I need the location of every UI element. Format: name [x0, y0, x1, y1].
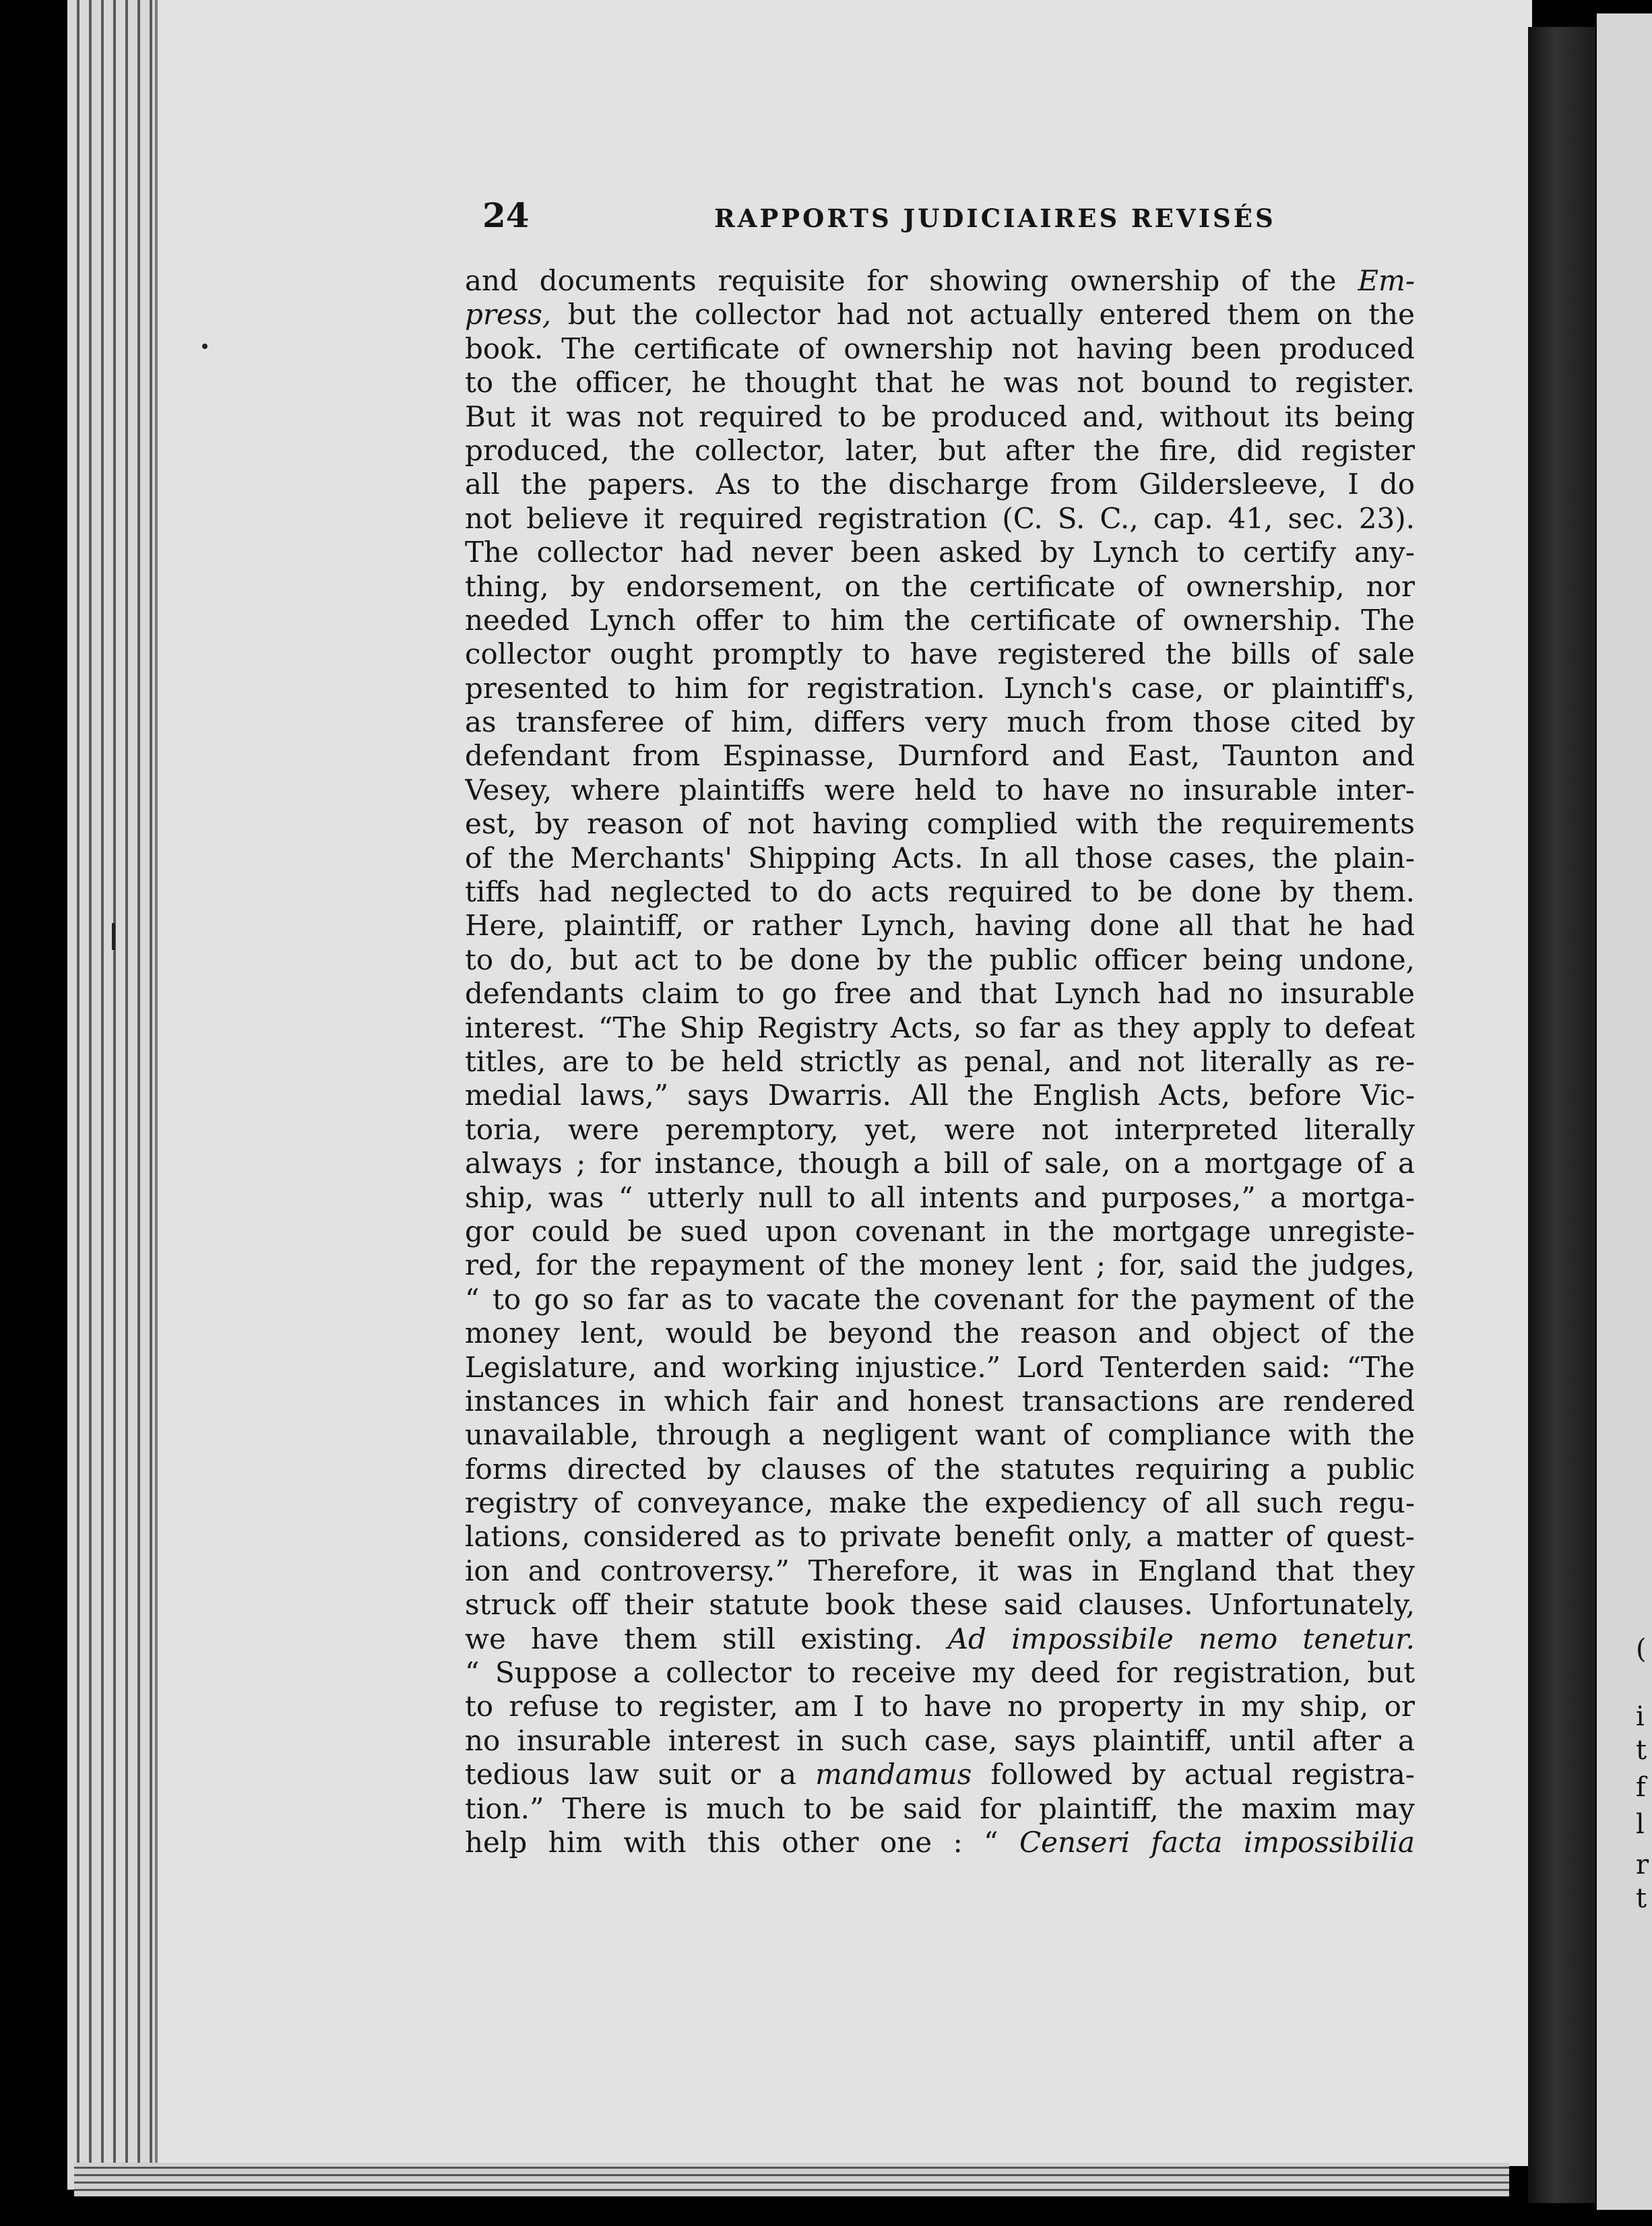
text-line: interest. “The Ship Registry Acts, so far as they apply to defeat: [465, 1011, 1415, 1044]
text-line: forms directed by clauses of the statutes requiring a public: [465, 1452, 1415, 1486]
text-line: lations, considered as to private benefit only, a matter of quest-: [465, 1520, 1415, 1554]
text-line: collector ought promptly to have registered the bills of sale: [465, 637, 1415, 671]
adjacent-page-char: r: [1636, 1849, 1649, 1880]
text-line: Here, plaintiff, or rather Lynch, having done all that he had: [465, 909, 1415, 943]
text-line: unavailable, through a negligent want of compliance with the: [465, 1418, 1415, 1452]
text-line: red, for the repayment of the money lent ; for, said the judges,: [465, 1248, 1415, 1282]
text-line: always ; for instance, though a bill of sale, on a mortgage of a: [465, 1147, 1415, 1180]
text-line: defendant from Espinasse, Durnford and East, Taunton and: [465, 739, 1415, 773]
text-line: titles, are to be held strictly as penal, and not literally as re-: [465, 1044, 1415, 1078]
adjacent-page-char: i: [1636, 1701, 1645, 1732]
adjacent-page: [1597, 13, 1652, 2210]
text-line: produced, the collector, later, but after the fire, did register: [465, 433, 1415, 467]
text-line: and documents requisite for showing ownership of the Em-: [465, 264, 1415, 297]
text-line: all the papers. As to the discharge from Gildersleeve, I do: [465, 468, 1415, 501]
text-line: we have them still existing. Ad impossibile nemo tenetur.: [465, 1622, 1415, 1655]
text-line: as transferee of him, differs very much from those cited by: [465, 705, 1415, 739]
text-line: tiffs had neglected to do acts required to be done by them.: [465, 875, 1415, 909]
text-line: not believe it required registration (C. S. C., cap. 41, sec. 23).: [465, 501, 1415, 535]
page-number: 24: [482, 195, 530, 235]
binding-gutter: [1528, 27, 1595, 2203]
scan-speck: [202, 344, 208, 349]
text-line: “ Suppose a collector to receive my deed for registration, but: [465, 1656, 1415, 1690]
text-line: help him with this other one : “ Censeri facta impossibilia: [465, 1825, 1415, 1859]
text-line: book. The certificate of ownership not having been produced: [465, 331, 1415, 365]
text-line: struck off their statute book these said clauses. Unfortunately,: [465, 1588, 1415, 1622]
text-line: press, but the collector had not actually entered them on the: [465, 298, 1415, 331]
text-line: to the officer, he thought that he was not bound to register.: [465, 366, 1415, 400]
text-line: needed Lynch offer to him the certificate of ownership. The: [465, 603, 1415, 637]
body-text: [465, 264, 1415, 1859]
text-line: gor could be sued upon covenant in the mortgage unregiste-: [465, 1214, 1415, 1248]
text-line: to refuse to register, am I to have no property in my ship, or: [465, 1690, 1415, 1723]
text-line: ship, was “ utterly null to all intents and purposes,” a mortga-: [465, 1180, 1415, 1214]
text-line: Legislature, and working injustice.” Lord Tenterden said: “The: [465, 1350, 1415, 1384]
text-line: instances in which fair and honest transactions are rendered: [465, 1384, 1415, 1418]
text-line: tion.” There is much to be said for plaintiff, the maxim may: [465, 1791, 1415, 1825]
text-line: money lent, would be beyond the reason and object of the: [465, 1316, 1415, 1350]
text-line: est, by reason of not having complied with the requirements: [465, 807, 1415, 841]
adjacent-page-char: f: [1636, 1772, 1646, 1803]
text-line: Vesey, where plaintiffs were held to have no insurable inter-: [465, 773, 1415, 806]
adjacent-page-char: (: [1636, 1634, 1647, 1665]
text-line: no insurable interest in such case, says plaintiff, until after a: [465, 1723, 1415, 1757]
bottom-page-edges: [74, 2163, 1509, 2196]
text-line: defendants claim to go free and that Lynch had no insurable: [465, 977, 1415, 1011]
adjacent-page-char: t: [1636, 1735, 1647, 1766]
text-line: medial laws,” says Dwarris. All the English Acts, before Vic-: [465, 1079, 1415, 1112]
adjacent-page-char: l: [1636, 1809, 1645, 1840]
running-title: RAPPORTS JUDICIAIRES REVISÉS: [714, 203, 1276, 233]
text-line: registry of conveyance, make the expediency of all such regu-: [465, 1486, 1415, 1520]
text-line: “ to go so far as to vacate the covenant for the payment of the: [465, 1282, 1415, 1316]
text-line: toria, were peremptory, yet, were not interpreted literally: [465, 1112, 1415, 1146]
text-line: The collector had never been asked by Lynch to certify any-: [465, 536, 1415, 569]
text-line: But it was not required to be produced and, without its being: [465, 400, 1415, 433]
text-line: of the Merchants' Shipping Acts. In all those cases, the plain-: [465, 841, 1415, 874]
text-line: thing, by endorsement, on the certificate of ownership, nor: [465, 569, 1415, 603]
text-line: to do, but act to be done by the public officer being undone,: [465, 943, 1415, 976]
scan-speck: [112, 923, 115, 950]
text-line: ion and controversy.” Therefore, it was in England that they: [465, 1554, 1415, 1587]
text-line: tedious law suit or a mandamus followed by actual registra-: [465, 1758, 1415, 1791]
adjacent-page-char: t: [1636, 1883, 1647, 1914]
text-line: presented to him for registration. Lynch's case, or plaintiff's,: [465, 671, 1415, 705]
